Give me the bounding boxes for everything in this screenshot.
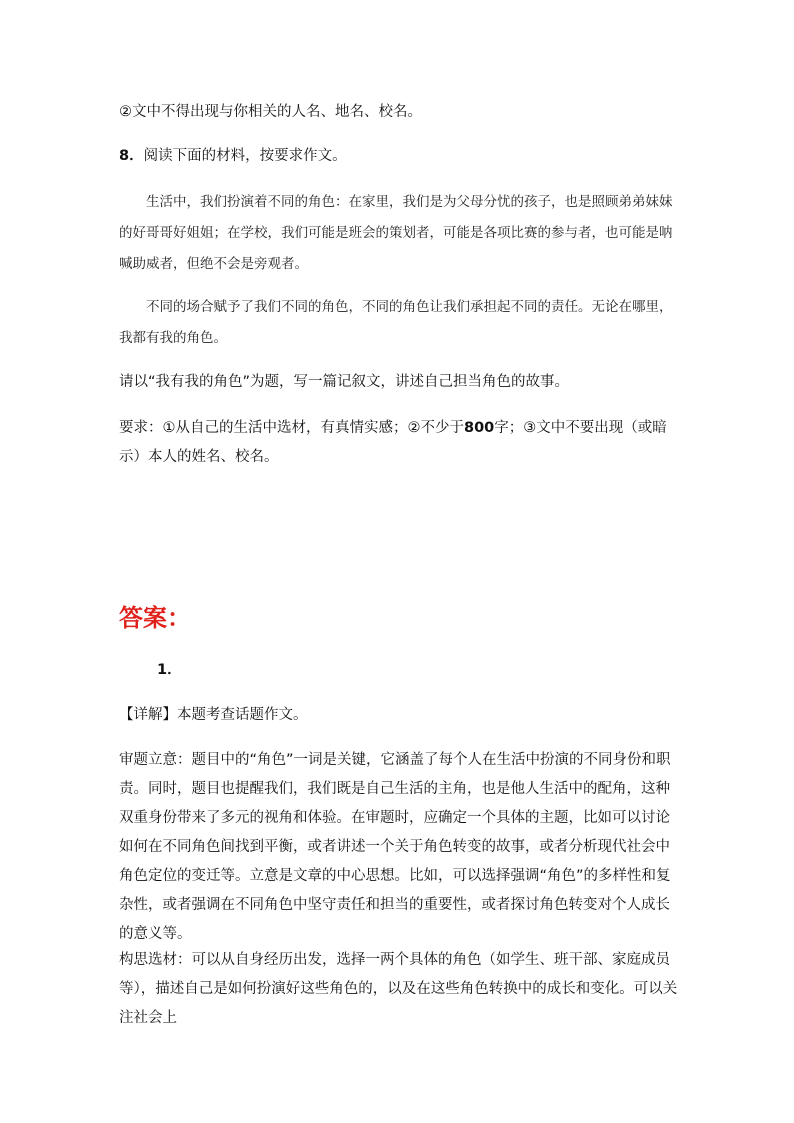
- requirements-rest: 字；③文中不要出现（或暗示）本人的姓名、校名。: [119, 420, 667, 465]
- question-prompt-text: 阅读下面的材料，按要求作文。: [143, 148, 347, 164]
- rule-item-2: ②文中不得出现与你相关的人名、地名、校名。: [119, 104, 422, 120]
- writing-requirements: [119, 414, 681, 472]
- material-paragraph-1: 生活中，我们扮演着不同的角色：在家里，我们是为父母分忧的孩子，也是照顾弟弟妹妹的好哥哥好姐姐；在学校，我们可能是班会的策划者，可能是各项比赛的参与者，也可能是呐喊助威者，但绝不会是旁观者。: [119, 194, 673, 272]
- requirements-label: 要求：: [119, 420, 163, 436]
- material-selection-paragraph: 构思选材：可以从自身经历出发，选择一两个具体的角色（如学生、班干部、家庭成员等），描述自己是如何扮演好这些角色的，以及在这些角色转换中的成长和变化。可以关注社会上: [119, 952, 678, 1026]
- material-paragraph-2: 不同的场合赋予了我们不同的角色，不同的角色让我们承担起不同的责任。无论在哪里，我都有我的角色。: [119, 299, 673, 346]
- requirements-text: ①从自己的生活中选材，有真情实感；②不少于: [162, 420, 464, 436]
- writing-task: 请以“我有我的角色”为题，写一篇记叙文，讲述自己担当角色的故事。: [119, 374, 570, 390]
- question-8-prompt: [119, 142, 681, 171]
- detail-text: 本题考查话题作文。: [177, 707, 308, 723]
- detail-label: 【详解】: [119, 707, 177, 723]
- word-count: 800: [464, 420, 495, 436]
- question-number: 8．: [119, 148, 144, 164]
- answer-heading: 答案：: [119, 603, 191, 632]
- detail-line: [119, 701, 681, 730]
- topic-analysis-paragraph: 审题立意：题目中的“角色”一词是关键，它涵盖了每个人在生活中扮演的不同身份和职责。同时，题目也提醒我们，我们既是自己生活的主角，也是他人生活中的配角，这种双重身份带来了多元的视角和体验。在审题时，应确定一个具体的主题，比如可以讨论如何在不同角色间找到平衡，或者讲述一个关于角色转变的故事，或者分析现代社会中角色定位的变迁等。立意是文章的中心思想。比如，可以选择强调“角色”的多样性和复杂性，或者强调在不同角色中坚守责任和担当的重要性，或者探讨角色转变对个人成长的意义等。: [119, 752, 671, 942]
- answer-number: 1．: [157, 662, 182, 678]
